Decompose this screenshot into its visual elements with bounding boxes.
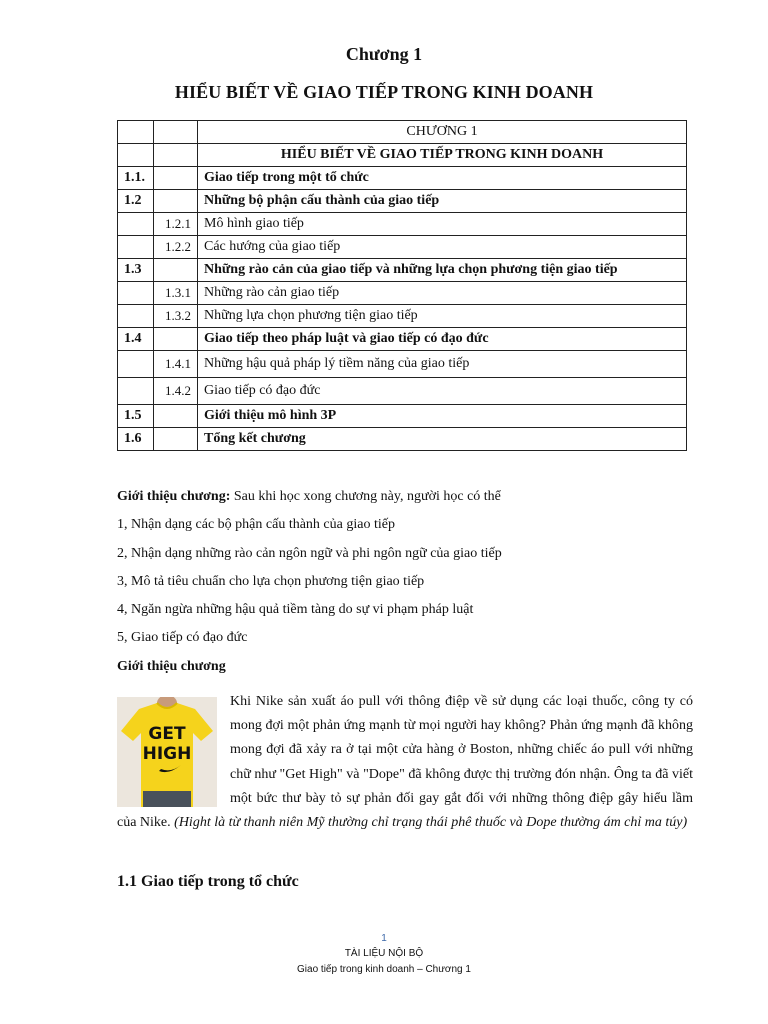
- toc-subnumber: 1.2.1: [154, 213, 198, 236]
- toc-subnumber: [154, 190, 198, 213]
- list-item: 3, Mô tả tiêu chuẩn cho lựa chọn phương tiện giao tiếp: [117, 574, 425, 589]
- toc-title: Tổng kết chương: [198, 428, 687, 451]
- toc-title: Mô hình giao tiếp: [198, 213, 687, 236]
- toc-subnumber: 1.4.2: [154, 378, 198, 405]
- table-row: [118, 405, 687, 428]
- toc-number: 1.3: [118, 259, 154, 282]
- toc-number: [118, 213, 154, 236]
- toc-number: 1.1.: [118, 167, 154, 190]
- list-item: 4, Ngăn ngừa những hậu quả tiềm tàng do sự vi phạm pháp luật: [117, 602, 474, 617]
- toc-title: Giao tiếp theo pháp luật và giao tiếp có đạo đức: [198, 328, 687, 351]
- toc-subnumber: [154, 167, 198, 190]
- intro-statement: [117, 489, 501, 505]
- section-heading-intro: Giới thiệu chương: [117, 659, 226, 674]
- intro-label: Giới thiệu chương:: [117, 489, 231, 504]
- toc-subnumber: [154, 428, 198, 451]
- table-row: [118, 378, 687, 405]
- toc-heading-title: HIỂU BIẾT VỀ GIAO TIẾP TRONG KINH DOANH: [198, 144, 687, 167]
- toc-title: Giới thiệu mô hình 3P: [198, 405, 687, 428]
- toc-title: Giao tiếp trong một tổ chức: [198, 167, 687, 190]
- toc-number: 1.5: [118, 405, 154, 428]
- toc-number: [118, 236, 154, 259]
- toc-title: Những lựa chọn phương tiện giao tiếp: [198, 305, 687, 328]
- list-item: 5, Giao tiếp có đạo đức: [117, 630, 248, 645]
- table-row: [118, 351, 687, 378]
- tshirt-photo: [117, 697, 217, 807]
- toc-title: Giao tiếp có đạo đức: [198, 378, 687, 405]
- shirt-text-get: GET: [148, 724, 186, 744]
- intro-text: Sau khi học xong chương này, người học có thể: [230, 489, 501, 504]
- tshirt-illustration: [117, 697, 217, 807]
- toc-title: Những rào cản của giao tiếp và những lựa chọn phương tiện giao tiếp: [198, 259, 687, 282]
- toc-title: Những rào cản giao tiếp: [198, 282, 687, 305]
- toc-header-row: [118, 121, 687, 144]
- table-of-contents: [117, 120, 687, 451]
- chapter-number: Chương 1: [345, 44, 423, 64]
- footer-line-2: Giao tiếp trong kinh doanh – Chương 1: [297, 964, 471, 975]
- table-row: [118, 213, 687, 236]
- toc-number: [118, 305, 154, 328]
- toc-subnumber: 1.3.1: [154, 282, 198, 305]
- toc-subnumber: 1.3.2: [154, 305, 198, 328]
- toc-subnumber: 1.2.2: [154, 236, 198, 259]
- toc-title: Các hướng của giao tiếp: [198, 236, 687, 259]
- toc-number: [118, 282, 154, 305]
- table-row: [118, 305, 687, 328]
- list-item: 2, Nhận dạng những rào cản ngôn ngữ và phi ngôn ngữ của giao tiếp: [117, 546, 502, 561]
- toc-number: [118, 378, 154, 405]
- toc-heading-chapter: CHƯƠNG 1: [198, 121, 687, 144]
- paragraph-note: (Hight là từ thanh niên Mỹ thường chỉ trạng thái phê thuốc và Dope thường ám chỉ ma túy): [174, 815, 688, 831]
- toc-title: Những bộ phận cấu thành của giao tiếp: [198, 190, 687, 213]
- toc-number: [118, 351, 154, 378]
- toc-subnumber: [154, 259, 198, 282]
- chapter-title: HIỂU BIẾT VỀ GIAO TIẾP TRONG KINH DOANH: [174, 82, 594, 102]
- table-row: [118, 428, 687, 451]
- table-row: [118, 259, 687, 282]
- toc-title: Những hậu quả pháp lý tiềm năng của giao tiếp: [198, 351, 687, 378]
- toc-number: 1.6: [118, 428, 154, 451]
- toc-header-row: [118, 144, 687, 167]
- list-item: 1, Nhận dạng các bộ phận cấu thành của giao tiếp: [117, 517, 395, 532]
- table-row: [118, 282, 687, 305]
- toc-number: 1.2: [118, 190, 154, 213]
- shirt-text-high: HIGH: [142, 744, 192, 764]
- table-row: [118, 167, 687, 190]
- toc-subnumber: 1.4.1: [154, 351, 198, 378]
- table-row: [118, 328, 687, 351]
- toc-subnumber: [154, 405, 198, 428]
- table-row: [118, 190, 687, 213]
- toc-subnumber: [154, 328, 198, 351]
- section-heading-1-1: 1.1 Giao tiếp trong tổ chức: [117, 873, 299, 890]
- toc-number: 1.4: [118, 328, 154, 351]
- table-row: [118, 236, 687, 259]
- page-number: 1: [381, 933, 387, 944]
- paragraph-text: Khi Nike sản xuất áo pull với thông điệp về sử dụng các loại thuốc, công ty có mong đợi một phản ứng mạnh từ mọi người hay không? Phản ứng mạnh đã không mong đợi đã xảy ra ở tại một cửa hàng ở Boston, những chiếc áo pull với những chữ như "Get High" và "Dope" đã không được thị trường đón nhận. Ông ta đã viết một bức thư bày tỏ sự phản đối gay gắt đối với những thông điệp gây hiểu lầm của Nike.: [117, 694, 693, 831]
- footer-line-1: TÀI LIỆU NỘI BỘ: [344, 948, 424, 959]
